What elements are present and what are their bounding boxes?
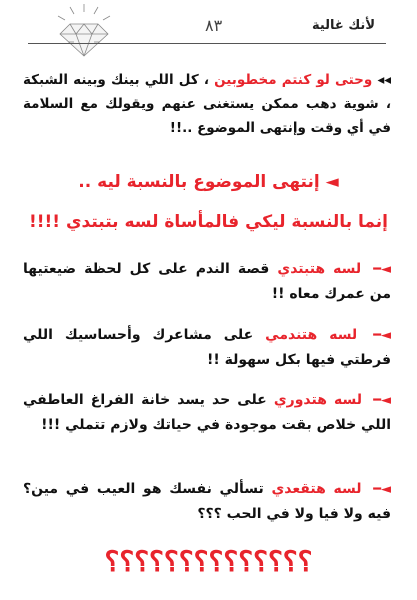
item-text: على حد يسد خانة الفراغ العاطفي اللي خلاص بقت موجودة في حياتك ولازم تتملي !!! <box>23 392 391 433</box>
intro-paragraph <box>23 68 391 140</box>
subheading-ended <box>0 172 417 192</box>
list-item <box>23 477 391 527</box>
list-item <box>23 388 391 438</box>
arrow-bullet-icon: ◄━ <box>373 262 392 277</box>
intro-bold-phrase: شوية دهب <box>305 96 379 112</box>
intro-text-b: ممكن يستغنى عنهم ويقولك مع السلامة في أي وقت وإنتهى الموضوع ..!! <box>23 96 391 136</box>
header-divider <box>28 43 386 44</box>
page-number: ٨٣ <box>205 16 223 35</box>
item-red-phrase: لسه هتندمي <box>265 327 358 343</box>
book-title: لأنك غالية <box>311 18 375 33</box>
list-item <box>23 257 391 307</box>
subheading-ended-text: إنتهى الموضوع بالنسبة ليه .. <box>78 172 320 192</box>
subheading-tragedy <box>0 212 417 232</box>
subheading-tragedy-text: إنما بالنسبة ليكي فالمأساة لسه بتبتدي !!!! <box>29 212 388 232</box>
item-red-phrase: لسه هتقعدي <box>271 481 362 497</box>
intro-text-a: ، كل اللي بينك وبينه الشبكة ، <box>23 72 392 112</box>
intro-red-phrase: وحتى لو كنتم مخطوبين <box>214 72 373 88</box>
item-red-phrase: لسه هتدوري <box>273 392 363 408</box>
list-item <box>23 323 391 373</box>
item-red-phrase: لسه هتبتدي <box>277 261 362 277</box>
item-text: قصة الندم على كل لحظة ضيعتيها من عمرك معاه !! <box>23 261 391 302</box>
arrow-bullet-icon: ◄━ <box>373 328 392 343</box>
double-arrow-icon: ◂◂ <box>377 72 392 88</box>
arrowhead-icon: ◄ <box>325 172 339 192</box>
item-text: تسألي نفسك هو العيب في مين؟ فيه ولا فيا ولا في الحب ؟؟؟ <box>23 481 391 522</box>
arrow-bullet-icon: ◄━ <box>373 393 392 408</box>
arrow-bullet-icon: ◄━ <box>373 482 392 497</box>
closing-question-marks: ؟؟؟؟؟؟؟؟؟؟؟؟؟؟ <box>104 545 313 578</box>
diamond-icon <box>48 2 120 60</box>
item-text: على مشاعرك وأحساسيك اللي فرطتي فيها بكل سهولة !! <box>23 327 391 368</box>
page-header <box>0 0 417 62</box>
